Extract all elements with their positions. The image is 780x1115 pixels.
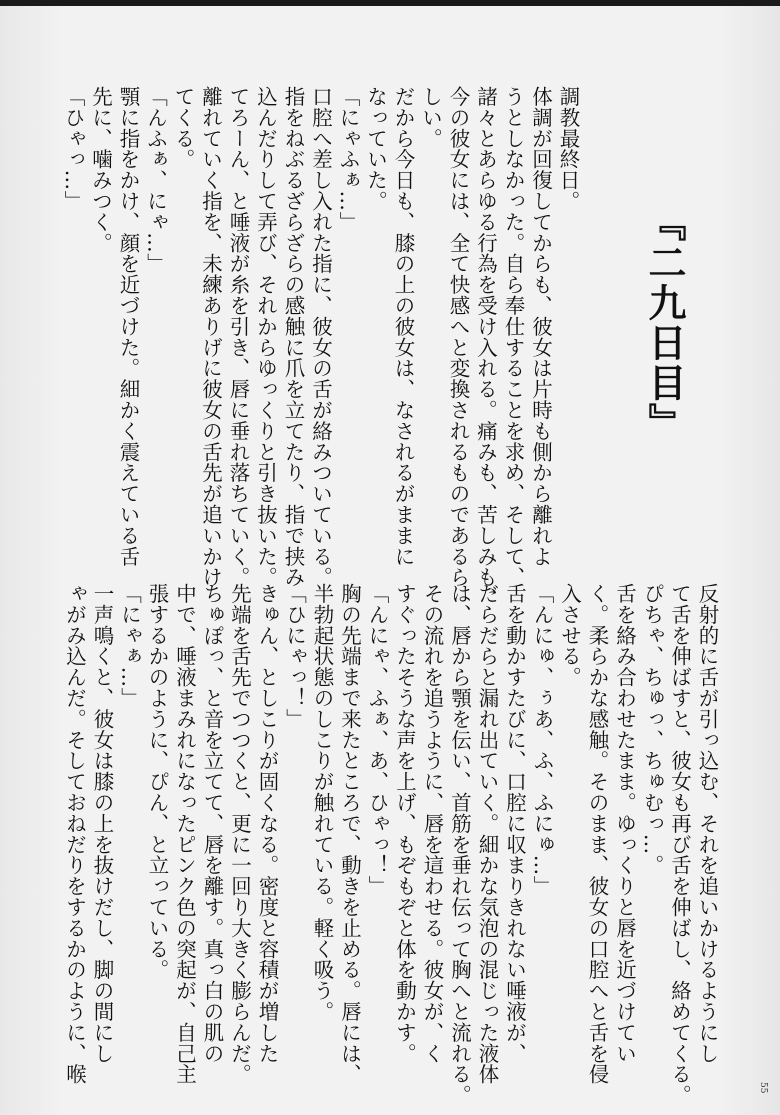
text-line: 胸の先端まで来たところで、動きを止める。唇には、: [337, 583, 362, 1085]
text-block-top: [56, 86, 581, 609]
text-line: 舌を動かすたびに、口腔に収まりきれない唾液が、: [502, 583, 527, 1064]
text-line: 先に、噛みつく。: [88, 86, 113, 254]
text-line: ちゅぽっ、と音を立てて、唇を離す。真っ白の肌の: [200, 583, 224, 1064]
text-line: 口腔へ差し入れた指に、彼女の舌が絡みついている。: [308, 86, 333, 588]
text-line: しい。: [418, 86, 443, 149]
text-line: だらだらと漏れ出ていく。細かな気泡の混じった液体: [475, 583, 499, 1085]
text-line: 諸々とあらゆる行為を受け入れる。痛みも、苦しみも、: [473, 86, 498, 609]
text-line: 「んふぁ、にゃ…」: [143, 86, 168, 275]
text-line: 半勃起状態のしこりが触れている。軽く吸う。: [310, 583, 334, 1022]
text-line: てろーん、と唾液が糸を引き、唇に垂れ落ちていく。: [226, 86, 250, 588]
text-line: だから今日も、膝の上の彼女は、なされるがままに: [391, 86, 415, 567]
text-line: てくる。: [171, 86, 195, 170]
text-line: 「ひゃっ…」: [61, 86, 85, 212]
page-number: 55: [758, 1082, 768, 1094]
text-line: 入させる。: [557, 583, 582, 688]
text-line: 「んにゃ、ふぁ、あ、ひゃっ！」: [365, 583, 389, 897]
text-line: 張するかのように、ぴん、と立っている。: [145, 583, 169, 981]
text-block-bottom: [62, 583, 720, 1106]
text-line: 顎に指をかけ、顔を近づけた。細かく震えている舌: [116, 86, 140, 567]
text-line: は、唇から顎を伝い、首筋を垂れ伝って胸へと流れる。: [447, 583, 472, 1106]
text-line: て舌を伸ばすと、彼女も再び舌を伸ばし、絡めてくる。: [667, 583, 692, 1106]
text-line: 「んにゅ、ぅあ、ふ、ふにゅ…」: [530, 583, 554, 897]
text-line: 「にゃぁ…」: [117, 583, 142, 709]
text-line: すぐったそうな声を上げ、もぞもぞと体を動かす。: [392, 583, 417, 1064]
text-line: ゃがみ込んだ。そしておねだりをするかのように、喉: [62, 583, 87, 1085]
text-line: 中で、唾液まみれになったピンク色の突起が、自己主: [172, 583, 197, 1085]
text-line: 反射的に舌が引っ込む、それを追いかけるようにし: [695, 583, 719, 1064]
text-line: なっていた。: [363, 86, 388, 212]
text-line: 一声鳴くと、彼女は膝の上を抜けだし、脚の間にし: [90, 583, 114, 1064]
text-line: 「ひにゃっ！」: [282, 583, 307, 730]
text-line: 先端を舌先でつつくと、更に一回り大きく膨らんだ。: [227, 583, 252, 1085]
text-line: きゅん、としこりが固くなる。密度と容積が増した: [255, 583, 279, 1064]
text-line: ぴちゃ、ちゅっ、ちゅむっ…。: [640, 583, 664, 876]
chapter-title: 『二九日目』: [642, 203, 687, 443]
text-line: 離れていく指を、未練ありげに彼女の舌先が追いかけ: [198, 86, 223, 588]
text-line: 込んだりして弄び、それからゆっくりと引き抜いた。: [253, 86, 278, 588]
text-line: 体調が回復してからも、彼女は片時も側から離れよ: [528, 86, 553, 567]
text-line: く。柔らかな感触。そのまま、彼女の口腔へと舌を侵: [585, 583, 609, 1085]
text-line: 調教最終日。: [556, 86, 580, 212]
text-line: うとしなかった。自ら奉仕することを求め、そして、: [501, 86, 525, 588]
text-line: 「にゃふぁ…」: [336, 86, 360, 233]
text-line: その流れを追うように、唇を這わせる。彼女が、く: [420, 583, 444, 1064]
text-line: 指をねぶるざらざらの感触に爪を立てたり、指で挟み: [281, 86, 305, 588]
top-edge-shadow: [0, 0, 780, 6]
text-line: 今の彼女には、全て快感へと変換されるものであるら: [446, 86, 470, 588]
text-line: 舌を絡み合わせたまま。ゆっくりと唇を近づけてい: [612, 583, 637, 1064]
